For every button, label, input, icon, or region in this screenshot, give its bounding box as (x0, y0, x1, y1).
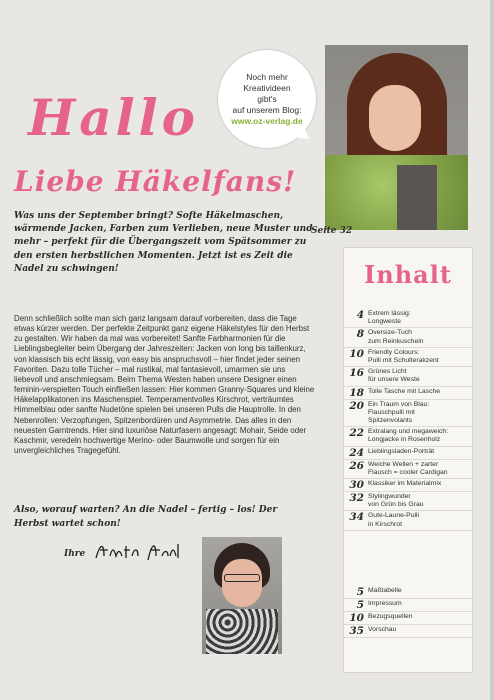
toc-page-number: 5 (356, 599, 364, 611)
table-of-contents (343, 247, 473, 673)
body-paragraph: Denn schließlich sollte man sich ganz langsam darauf vorbereiten, dass die Tage etwas kürzer werden. Der perfekte Zeitpunkt ganz eigene Häkelstyles für den Herbst zu gestalten. Wir haben da mal was vorbereitet! Sanfte Farbharmonien für die Lieblingsbegleiter beim Übergang der Jahreszeiten: Jacken von long bis taillenkurz, von klassisch bis echt lässig, von easy bis anspruchsvoll – hier findet jeder seinen Favoriten. Dazu tolle Tücher – mal rustikal, mal fantasievoll, umarmen sie uns liebevoll und anschmiegsam. Beim Thema Westen haben unsere Designer einen feminin-verspielten Touch einfließen lassen: Hier kommen Granny-Squares und kleine Häkelapplikatonen ins Maschenspiel. Temperamentvolles Kirschrot, verträumtes Himmelblau oder sanfte Nudetöne spielen bei unseren Pulls die Hauptrolle. In den Nebenrollen: Verzopfungen, Spitzenbordüren und Asymmetrie. Das alles in den neuesten Garntrends. Hier sind luxuriöse Naturfasern angesagt: Mohair, Seide oder Kaschmir, veredeln hochwertige Merino- oder Baumwolle und sorgen für ein unvergleichliches Tragegefühl. (14, 314, 315, 456)
outro-paragraph: Also, worauf warten? An die Nadel – fertig – los! Der Herbst wartet schon! (14, 505, 278, 529)
toc-item-text: Bezugsquellen (368, 613, 413, 620)
toc-page-number: 16 (349, 367, 364, 380)
toc-item[interactable] (344, 511, 472, 530)
toc-item-text: Ein Traum von Blau: Flauschpulli mit Spitzenvolants (368, 400, 430, 425)
toc-item-text: Klassiker im Materialmix (368, 480, 442, 488)
toc-page-number: 4 (356, 309, 364, 321)
toc-item-text: Impressum (368, 600, 402, 607)
toc-page-number: 10 (349, 612, 364, 624)
toc-item-text: Weiche Wellen + zarter Flausch = cooler Cardigan (368, 460, 448, 476)
toc-page-number: 24 (349, 446, 364, 459)
page-title: Hallo (28, 88, 199, 147)
toc-page-number: 8 (356, 328, 364, 341)
toc-item-text: Oversize-Tuch zum Reinkuscheln (368, 329, 424, 345)
toc-item[interactable] (344, 348, 472, 367)
handwritten-signature (92, 538, 184, 566)
toc-item[interactable] (344, 599, 472, 612)
author-face (222, 559, 262, 607)
blog-line-1: Noch mehr (246, 71, 288, 82)
toc-item[interactable] (344, 479, 472, 492)
toc-item[interactable] (344, 387, 472, 400)
blog-url-link[interactable]: www.oz-verlag.de (231, 115, 303, 126)
cover-page-reference: Seite 32 (311, 226, 353, 236)
toc-item[interactable] (344, 400, 472, 428)
toc-item-text: Extralang und megaweich: Longjacke in Rosenholz (368, 428, 449, 444)
toc-list-service (344, 586, 472, 638)
toc-item[interactable] (344, 447, 472, 460)
toc-page-number: 26 (349, 459, 364, 472)
author-glasses (224, 574, 260, 582)
cover-photo (325, 45, 468, 230)
blog-line-4: auf unserem Blog: (232, 104, 302, 115)
toc-title: Inhalt (364, 260, 452, 289)
toc-item[interactable] (344, 309, 472, 328)
toc-item-text: Extrem lässig: Longweste (368, 310, 411, 326)
toc-page-number: 5 (356, 586, 364, 598)
toc-item[interactable] (344, 427, 472, 446)
toc-item-text: Maßtabelle (368, 587, 402, 594)
toc-page-number: 32 (349, 492, 364, 505)
toc-item[interactable] (344, 612, 472, 625)
toc-item-text: Gute-Laune-Pulli in Kirschrot (368, 512, 420, 528)
toc-item[interactable] (344, 625, 472, 638)
toc-item-text: Grünes Licht für unsere Weste (368, 368, 420, 384)
toc-item[interactable] (344, 492, 472, 511)
toc-item-text: Lieblingsladen-Porträt (368, 447, 435, 455)
blog-line-2: Kreativideen (243, 82, 291, 93)
toc-page-number: 30 (349, 479, 364, 492)
toc-item[interactable] (344, 586, 472, 599)
toc-item-text: Stylingwunder von Grün bis Grau (368, 493, 424, 509)
page-subtitle: Liebe Häkelfans! (14, 165, 297, 198)
toc-page-number: 20 (349, 399, 364, 412)
toc-item[interactable] (344, 328, 472, 347)
intro-paragraph: Was uns der September bringt? Softe Häkelmaschen, wärmende Jacken, Farben zum Verlieben, neue Muster und mehr – perfekt für die Übergangszeit vom Spätsommer zu den ersten herbstlichen Momenten. Jetzt ist es Zeit die Nadel zu schwingen! (14, 211, 313, 274)
blog-line-3: gibt's (257, 93, 277, 104)
toc-page-number: 10 (349, 347, 364, 360)
toc-page-number: 35 (349, 625, 364, 637)
toc-item-text: Vorschau (368, 626, 397, 633)
toc-page-number: 18 (349, 386, 364, 399)
toc-list-articles (344, 309, 472, 531)
toc-page-number: 34 (349, 511, 364, 524)
author-photo (202, 537, 282, 654)
model-face (369, 85, 421, 151)
toc-item-text: Friendly Colours: Pulli mit Schulterakzent (368, 348, 439, 365)
signature-lead: Ihre (64, 549, 86, 559)
toc-item[interactable] (344, 367, 472, 386)
grey-scarf-end (397, 165, 437, 230)
page-edge (490, 0, 494, 700)
author-scarf (206, 609, 278, 654)
toc-item[interactable] (344, 460, 472, 479)
toc-page-number: 22 (349, 427, 364, 440)
toc-item-text: Tolle Tasche mit Lasche (368, 387, 441, 395)
